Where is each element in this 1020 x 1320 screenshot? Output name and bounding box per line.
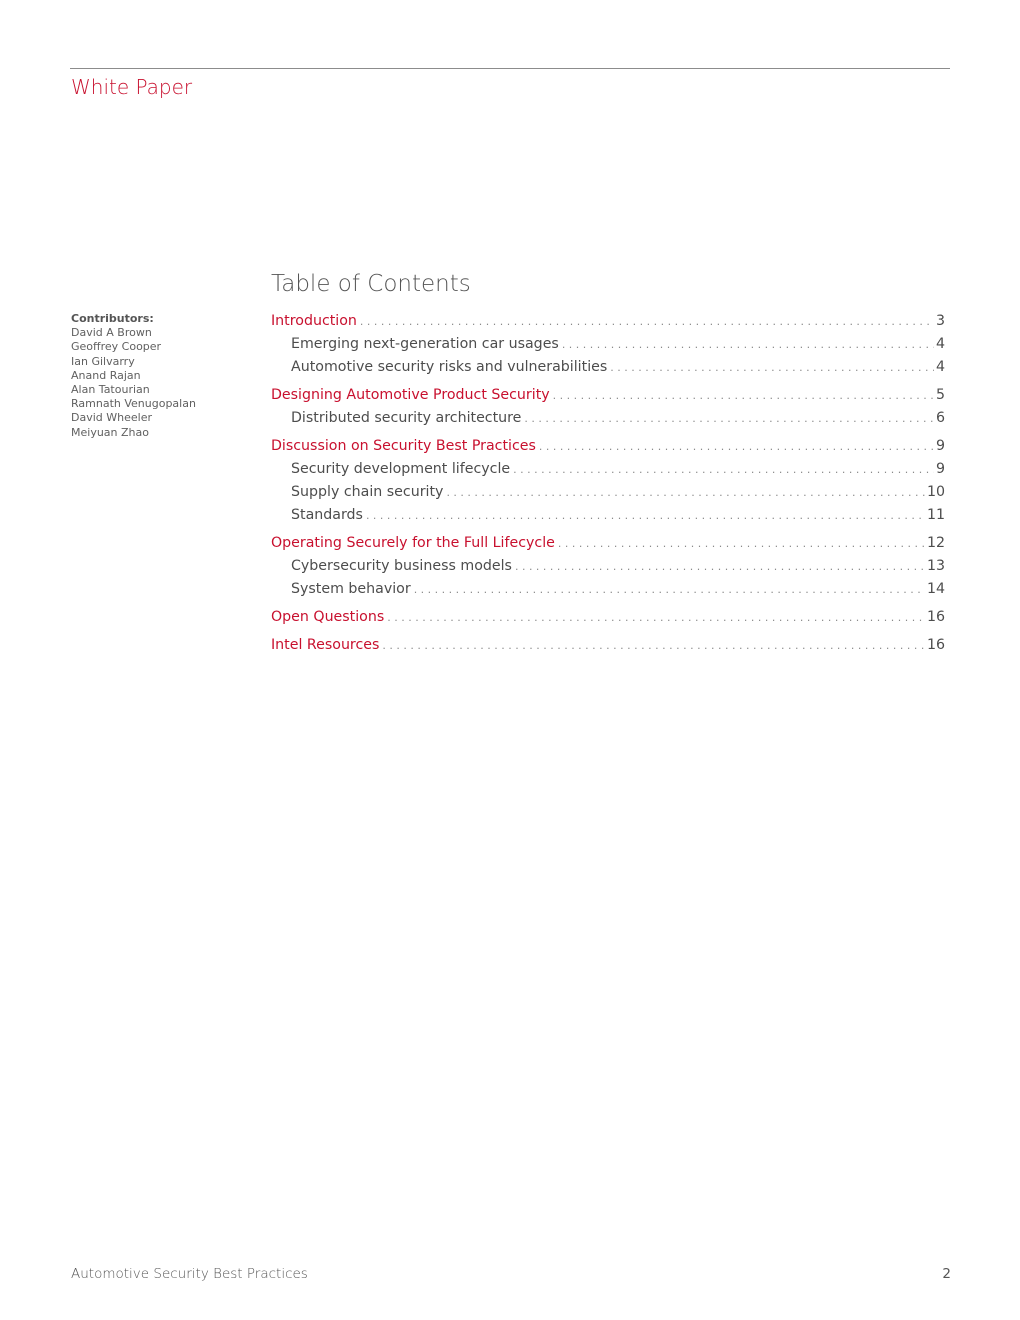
toc-entry-risks-vulnerabilities[interactable] bbox=[271, 356, 945, 379]
toc-entry-introduction[interactable] bbox=[271, 310, 945, 333]
toc-dot-leader bbox=[524, 407, 934, 430]
toc-dot-leader bbox=[360, 310, 934, 333]
toc-entry-best-practices[interactable] bbox=[271, 435, 945, 458]
toc-entry-label: Operating Securely for the Full Lifecycle bbox=[271, 535, 555, 551]
toc-dot-leader bbox=[558, 532, 925, 555]
toc-dot-leader bbox=[382, 634, 925, 657]
toc-entry-label: Distributed security architecture bbox=[291, 410, 522, 426]
toc-dot-leader bbox=[414, 578, 925, 601]
footer-page-number: 2 bbox=[942, 1266, 951, 1282]
toc-entry-page: 3 bbox=[935, 313, 945, 329]
toc-entry-page: 16 bbox=[926, 609, 945, 625]
footer-document-title: Automotive Security Best Practices bbox=[71, 1266, 308, 1282]
toc-entry-standards[interactable] bbox=[271, 504, 945, 527]
contributor-name: David Wheeler bbox=[71, 411, 152, 425]
toc-entry-label: Introduction bbox=[271, 313, 357, 329]
toc-entry-label: Designing Automotive Product Security bbox=[271, 387, 550, 403]
toc-entry-page: 9 bbox=[935, 461, 945, 477]
toc-entry-label: Automotive security risks and vulnerabilities bbox=[291, 359, 608, 375]
toc-dot-leader bbox=[539, 435, 934, 458]
toc-entry-page: 4 bbox=[935, 336, 945, 352]
toc-title: Table of Contents bbox=[271, 271, 471, 297]
toc-entry-intel-resources[interactable] bbox=[271, 634, 945, 657]
toc-entry-label: Open Questions bbox=[271, 609, 385, 625]
contributor-name: Geoffrey Cooper bbox=[71, 340, 162, 354]
toc-entry-open-questions[interactable] bbox=[271, 606, 945, 629]
toc-entry-distributed-architecture[interactable] bbox=[271, 407, 945, 430]
toc-dot-leader bbox=[562, 333, 934, 356]
contributor-name: Ian Gilvarry bbox=[71, 354, 135, 368]
toc-dot-leader bbox=[610, 356, 934, 379]
toc-dot-leader bbox=[513, 458, 934, 481]
toc-entry-label: Intel Resources bbox=[271, 637, 380, 653]
toc-entry-business-models[interactable] bbox=[271, 555, 945, 578]
toc-entry-label: Emerging next-generation car usages bbox=[291, 336, 559, 352]
toc-entry-label: Supply chain security bbox=[291, 484, 444, 500]
toc-entry-emerging-usages[interactable] bbox=[271, 333, 945, 356]
toc-entry-page: 4 bbox=[935, 359, 945, 375]
toc-entry-page: 6 bbox=[935, 410, 945, 426]
toc-entry-supply-chain[interactable] bbox=[271, 481, 945, 504]
toc-entry-page: 11 bbox=[926, 507, 945, 523]
toc-dot-leader bbox=[387, 606, 925, 629]
contributor-name: Meiyuan Zhao bbox=[71, 425, 149, 439]
toc-entry-full-lifecycle[interactable] bbox=[271, 532, 945, 555]
header-rule bbox=[70, 68, 950, 69]
contributor-name: Ramnath Venugopalan bbox=[71, 397, 196, 411]
toc-entry-sdl[interactable] bbox=[271, 458, 945, 481]
toc-entry-page: 12 bbox=[926, 535, 945, 551]
toc-entry-page: 13 bbox=[926, 558, 945, 574]
toc-entry-page: 14 bbox=[926, 581, 945, 597]
toc-entry-page: 10 bbox=[926, 484, 945, 500]
toc-entry-page: 16 bbox=[926, 637, 945, 653]
toc-entry-designing-security[interactable] bbox=[271, 384, 945, 407]
toc-entry-label: Discussion on Security Best Practices bbox=[271, 438, 536, 454]
contributors-list bbox=[71, 312, 196, 440]
contributor-name: Anand Rajan bbox=[71, 368, 141, 382]
toc-entry-label: Cybersecurity business models bbox=[291, 558, 512, 574]
contributor-name: David A Brown bbox=[71, 326, 152, 340]
toc-dot-leader bbox=[366, 504, 925, 527]
toc-entry-system-behavior[interactable] bbox=[271, 578, 945, 601]
table-of-contents bbox=[271, 310, 945, 657]
toc-entry-page: 9 bbox=[935, 438, 945, 454]
contributor-name: Alan Tatourian bbox=[71, 383, 150, 397]
toc-dot-leader bbox=[553, 384, 934, 407]
toc-dot-leader bbox=[446, 481, 925, 504]
toc-dot-leader bbox=[515, 555, 925, 578]
toc-entry-label: Security development lifecycle bbox=[291, 461, 511, 477]
document-type-label: White Paper bbox=[71, 75, 193, 99]
contributors-heading: Contributors: bbox=[71, 312, 154, 325]
toc-entry-label: Standards bbox=[291, 507, 363, 523]
toc-entry-page: 5 bbox=[935, 387, 945, 403]
toc-entry-label: System behavior bbox=[291, 581, 411, 597]
